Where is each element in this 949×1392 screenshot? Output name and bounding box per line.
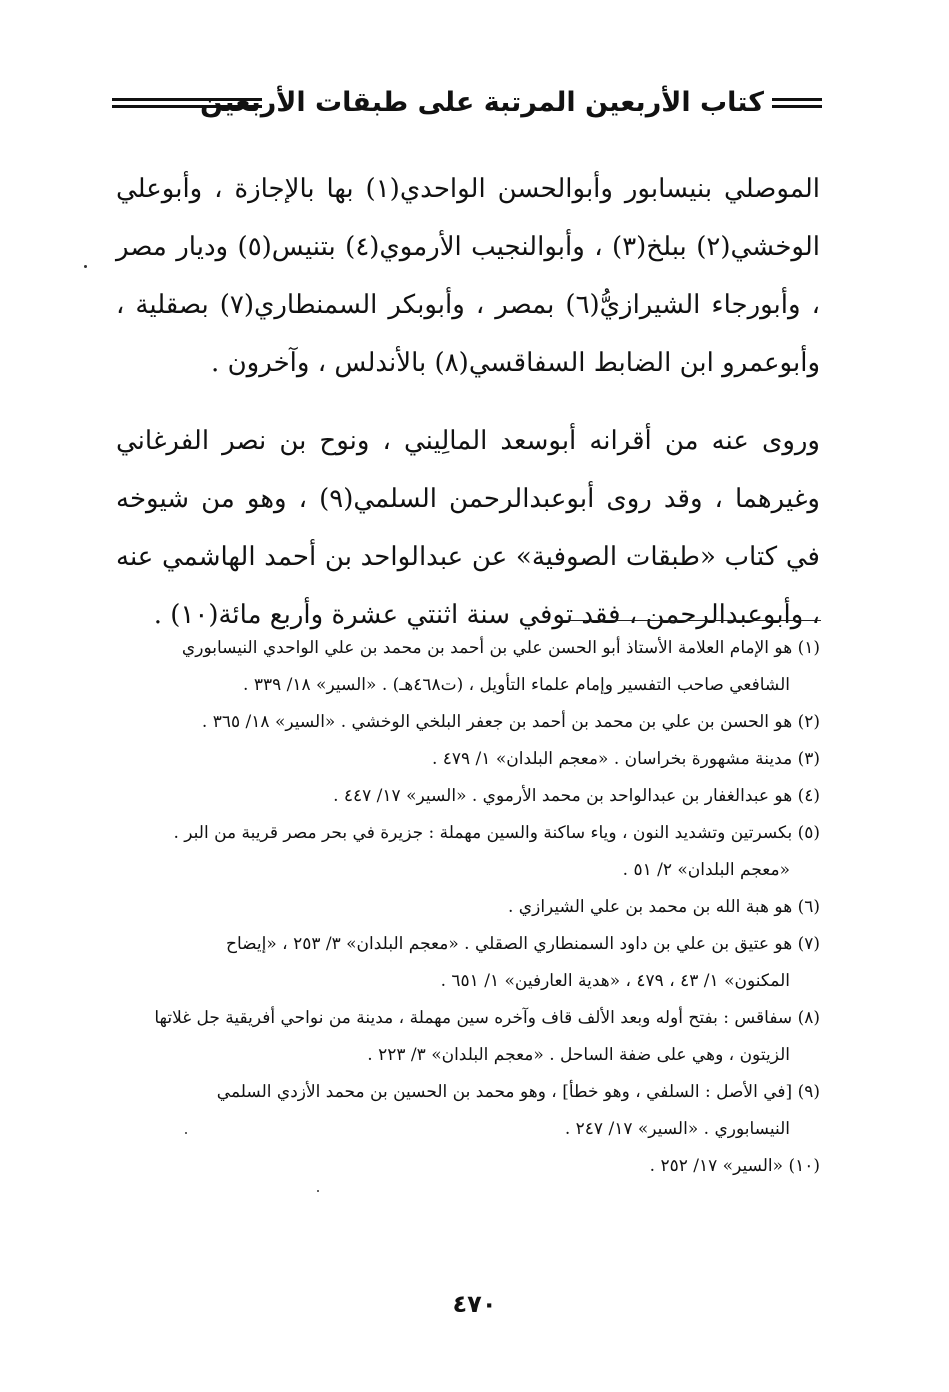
footnote-3 — [112, 741, 820, 778]
footnote-text: (٢) هو الحسن بن علي بن محمد بن أحمد بن جعفر البلخي الوخشي . «السير» ١٨/ ٣٦٥ . — [201, 712, 820, 732]
scan-speck — [185, 1132, 187, 1134]
footnote-continuation: «معجم البلدان» ٢/ ٥١ . — [622, 860, 790, 880]
main-paragraph: وروى عنه من أقرانه أبوسعد المالِيني ، ونوح بن نصر الفرغاني وغيرهما ، وقد روى أبوعبدالرحمن السلمي(٩) ، وهو من شيوخه في كتاب «طبقات الصوفية» عن عبدالواحد بن أحمد الهاشمي عنه ، وأبوعبدالرحمن ، فقد توفي سنة اثنتي عشرة وأربع مائة(١٠) . — [116, 426, 820, 630]
footnote-separator — [561, 620, 821, 621]
footnote-9 — [112, 1074, 820, 1148]
scan-speck — [84, 265, 87, 268]
footnote-text: (٨) سفاقس : بفتح أوله وبعد الألف قاف وآخره سين مهملة ، مدينة من نواحي أفريقية جل غلاتها — [154, 1008, 820, 1028]
footnote-1 — [112, 630, 820, 704]
scan-speck — [317, 1190, 319, 1192]
footnote-text: (٩) [في الأصل : السلفي ، وهو خطأ] ، وهو محمد بن الحسين بن محمد الأزدي السلمي — [216, 1082, 820, 1102]
footnote-continuation: المكنون» ١/ ٤٣ ، ٤٧٩ ، «هدية العارفين» ١/ ٦٥١ . — [440, 971, 790, 991]
footnote-8 — [112, 1000, 820, 1074]
footnote-text: (١٠) «السير» ١٧/ ٢٥٢ . — [649, 1156, 820, 1176]
footnote-text: (١) هو الإمام العلامة الأستاذ أبو الحسن علي بن أحمد بن محمد بن علي الواحدي النيسابوري — [181, 638, 820, 658]
footnote-text: (٧) هو عتيق بن علي بن داود السمنطاري الصقلي . «معجم البلدان» ٣/ ٢٥٣ ، «إيضاح — [226, 934, 820, 954]
footnote-continuation: النيسابوري . «السير» ١٧/ ٢٤٧ . — [564, 1119, 790, 1139]
main-paragraph: الموصلي بنيسابور وأبوالحسن الواحدي(١) بها بالإجازة ، وأبوعلي الوخشي(٢) ببلخ(٣) ، وأبوالنجيب الأرموي(٤) بتنيس(٥) وديار مصر ، وأبورجاء الشيرازيُّ(٦) بمصر ، وأبوبكر السمنطاري(٧) بصقلية ، وأبوعمرو ابن الضابط السفاقسي(٨) بالأندلس ، وآخرون . — [116, 174, 820, 378]
footnote-7 — [112, 926, 820, 1000]
footnote-2 — [112, 704, 820, 741]
footnote-4 — [112, 778, 820, 815]
header-rule-right — [772, 98, 822, 108]
footnote-5 — [112, 815, 820, 889]
footnote-text: (٥) بكسرتين وتشديد النون ، وياء ساكنة والسين مهملة : جزيرة في بحر مصر قريبة من البر . — [173, 823, 820, 843]
footnote-text: (٤) هو عبدالغفار بن عبدالواحد بن محمد الأرموي . «السير» ١٧/ ٤٤٧ . — [333, 786, 820, 806]
footnotes — [112, 630, 820, 1185]
footnote-continuation: الشافعي صاحب التفسير وإمام علماء التأويل ، (ت٤٦٨هـ) . «السير» ١٨/ ٣٣٩ . — [243, 675, 790, 695]
page-number: ٤٧٠ — [452, 1290, 497, 1318]
footnote-continuation: الزيتون ، وهي على ضفة الساحل . «معجم البلدان» ٣/ ٢٢٣ . — [367, 1045, 790, 1065]
footnote-text: (٦) هو هبة الله بن محمد بن علي الشيرازي . — [508, 897, 820, 917]
footnote-text: (٣) مدينة مشهورة بخراسان . «معجم البلدان» ١/ ٤٧٩ . — [431, 749, 820, 769]
footnote-6 — [112, 889, 820, 926]
main-text — [116, 160, 820, 644]
footnote-10 — [112, 1148, 820, 1185]
header-title: كتاب الأربعين المرتبة على طبقات الأربعين — [200, 87, 764, 118]
running-header — [112, 84, 822, 124]
